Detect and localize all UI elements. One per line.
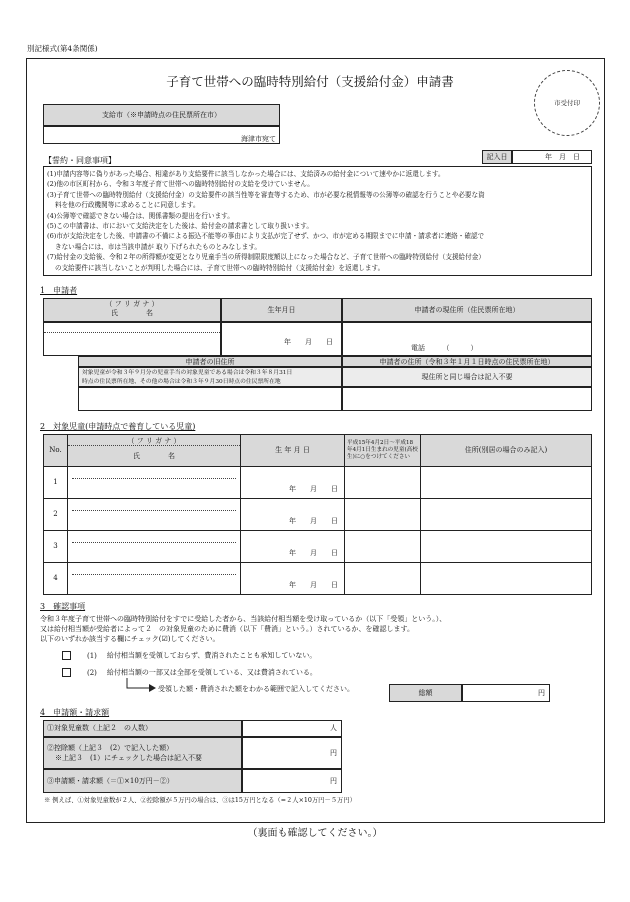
confirm-line: 以下のいずれか該当する欄にチェック(☑)してください。 — [40, 635, 220, 643]
city-label: 支給市（※申請時点の住民票所在市） — [43, 104, 280, 126]
total-label: 総額 — [389, 684, 462, 702]
consent-line: (4)公簿等で確認できない場合は、関係書類の提出を行います。 — [47, 211, 234, 220]
date-field[interactable]: 年 月 日 — [512, 150, 592, 164]
option-2-label: 給付相当額の一部又は全部を受領している、又は費消されている。 — [106, 668, 317, 677]
child-address-field[interactable] — [421, 499, 592, 531]
consent-line: (6)市が支給決定をした後、申請書の不備による振込不能等の事由により支払が完了せず、かつ、市が定める期限までに申請・請求者に連絡・確認で — [47, 232, 485, 241]
amount-row1-label: ①対象児童数（上記２ の人数） — [43, 720, 242, 737]
table-row — [44, 563, 592, 595]
consent-box — [43, 166, 592, 276]
r3-address-field[interactable] — [342, 387, 592, 411]
row2-line: ※上記３ (1）にチェックした場合は記入不要 — [55, 754, 202, 762]
total-field[interactable]: 円 — [462, 684, 550, 702]
option-2-num: (2) — [87, 668, 97, 677]
r3-address-note: 現住所と同じ場合は記入不要 — [342, 367, 592, 387]
child-flag-field[interactable] — [345, 467, 421, 499]
child-birth-field[interactable]: 年 月 日 — [241, 563, 345, 595]
row-no: 3 — [44, 531, 68, 563]
applicant-heading: 1 申請者 — [40, 286, 78, 295]
confirm-heading: 3 確認事項 — [40, 602, 86, 611]
row-no: 4 — [44, 563, 68, 595]
option-2-checkbox[interactable] — [62, 668, 71, 677]
row-no: 1 — [44, 467, 68, 499]
city-value[interactable]: 海津市宛て — [43, 126, 280, 144]
option-1-num: (1) — [87, 651, 97, 660]
table-row — [44, 531, 592, 563]
page-title: 子育て世帯への臨時特別給付（支援給付金）申請書 — [166, 74, 454, 89]
consent-line: (2)他の市区町村から、令和３年度子育て世帯への臨時特別給付の支給を受けていません。 — [47, 180, 314, 189]
amount-heading: 4 申請額・請求額 — [40, 708, 110, 717]
arrow-icon — [125, 678, 157, 692]
r3-address-label: 申請者の住所（令和３年１月１日時点の住民票所在地） — [342, 356, 592, 367]
child-name-field[interactable] — [68, 467, 241, 499]
option-2[interactable] — [62, 668, 317, 677]
applicant-name-header — [43, 298, 221, 322]
old-note-line: 対象児童が令和３年９月分の児童手当の対象児童である場合は令和３年８月31日 — [82, 370, 293, 376]
confirm-text — [40, 614, 446, 644]
furigana-label: （ フ リ ガ ナ ） — [105, 300, 159, 308]
address-field[interactable] — [342, 322, 592, 356]
name-label: 氏 名 — [111, 308, 153, 317]
col-no: No. — [44, 435, 68, 467]
address-label: 申請者の現住所（住民票所在地） — [342, 298, 592, 322]
row-no: 2 — [44, 499, 68, 531]
date-label: 記入日 — [482, 150, 512, 164]
option-1-label: 給付相当額を受領しておらず、費消されたことも承知していない。 — [106, 651, 317, 660]
col-birth: 生 年 月 日 — [241, 435, 345, 467]
table-row — [44, 467, 592, 499]
stamp-label: 市受付印 — [554, 99, 580, 107]
col-highschool-flag: 平成15年4月2日～平成18年4月1日生まれの児童(高校生)に○をつけてください — [345, 435, 421, 467]
consent-line: の支給要件に該当しないことが判明した場合には、子育て世帯への臨時特別給付（支援給付金）を返還します。 — [55, 263, 385, 272]
children-table — [43, 434, 592, 595]
col-furigana: （ フ リ ガ ナ ） — [68, 436, 240, 446]
child-name-field[interactable] — [68, 531, 241, 563]
amount-row2-label — [43, 737, 242, 769]
consent-line: (3)子育て世帯への臨時特別給付（支援給付金）の支給要件の該当性等を審査等するため、市が必要な税情報等の公簿等の確認を行うことや必要な資 — [47, 190, 485, 199]
col-name — [68, 435, 241, 467]
child-birth-field[interactable]: 年 月 日 — [241, 467, 345, 499]
consent-line: きない場合には、市は当該申請が 取り下げられたものとみなします。 — [55, 242, 261, 251]
old-address-note — [78, 367, 342, 387]
consent-line: (7)給付金の支給後、令和２年の所得額が変更となり児童手当の所得制限限度額以上になった場合など、子育て世帯への臨時特別給付（支援給付金） — [47, 253, 485, 262]
child-name-field[interactable] — [68, 499, 241, 531]
col-child-address: 住所(別居の場合のみ記入) — [421, 435, 592, 467]
request-amount-field[interactable]: 円 — [242, 769, 342, 793]
consent-line: (1)申請内容等に偽りがあった場合、相違があり支給要件に該当しなかった場合には、支給済みの給付金について速やかに返還します。 — [47, 170, 445, 178]
child-flag-field[interactable] — [345, 563, 421, 595]
confirm-line: 令和３年度子育て世帯への臨時特別給付をすでに受給した者から、当該給付相当額を受け取っているか（以下「受領」という。）、 — [40, 615, 447, 623]
child-name-field[interactable] — [68, 563, 241, 595]
phone-label: 電話 （ ） — [411, 344, 478, 352]
amount-row3-label: ③申請額・請求額（＝①×10万円－②） — [43, 769, 242, 793]
birth-field[interactable]: 年 月 日 — [221, 322, 342, 356]
child-birth-field[interactable]: 年 月 日 — [241, 531, 345, 563]
footer-note: （裏面も確認してください。） — [247, 828, 383, 839]
arrow-note: 受領した額・費消された額をわかる範囲で記入してください。 — [158, 685, 354, 693]
deduction-field[interactable]: 円 — [242, 737, 342, 769]
child-address-field[interactable] — [421, 531, 592, 563]
children-heading: 2 対象児童(申請時点で養育している児童) — [40, 422, 196, 431]
consent-heading: 【誓約・同意事項】 — [44, 156, 116, 165]
child-address-field[interactable] — [421, 467, 592, 499]
child-flag-field[interactable] — [345, 499, 421, 531]
option-1-checkbox[interactable] — [62, 651, 71, 660]
child-address-field[interactable] — [421, 563, 592, 595]
child-flag-field[interactable] — [345, 531, 421, 563]
birth-label: 生年月日 — [221, 298, 342, 322]
row2-line: ②控除額（上記３ (2）で記入した額） — [47, 744, 174, 752]
child-birth-field[interactable]: 年 月 日 — [241, 499, 345, 531]
table-row — [44, 499, 592, 531]
consent-line: (5)この申請書は、市において支給決定をした後は、給付金の請求書として取り扱います。 — [47, 222, 313, 231]
consent-line: 料を他の行政機関等に求めることに同意します。 — [55, 201, 200, 210]
col-name-label: 氏 名 — [133, 451, 175, 460]
option-1[interactable] — [62, 651, 316, 660]
confirm-line: 又は給付相当額が受給者によって２ の対象児童のために費消（以下「費消」という。）されているか、を確認します。 — [40, 625, 414, 633]
children-count-field[interactable]: 人 — [242, 720, 342, 737]
old-note-line: 時点の住民票所在地、その他の場合は令和３年９月30日時点の住民票所在地 — [82, 378, 281, 385]
amount-note: ※ 例えば、①対象児童数が２人、②控除額が５万円の場合は、③は15万円となる（=２人×10万円－５万円） — [44, 797, 356, 804]
form-label: 別記様式(第4条関係) — [27, 44, 98, 53]
old-address-label: 申請者の旧住所 — [78, 356, 342, 367]
reception-stamp-circle — [534, 70, 600, 136]
applicant-name-field[interactable] — [43, 322, 221, 356]
old-address-field[interactable] — [78, 387, 342, 411]
